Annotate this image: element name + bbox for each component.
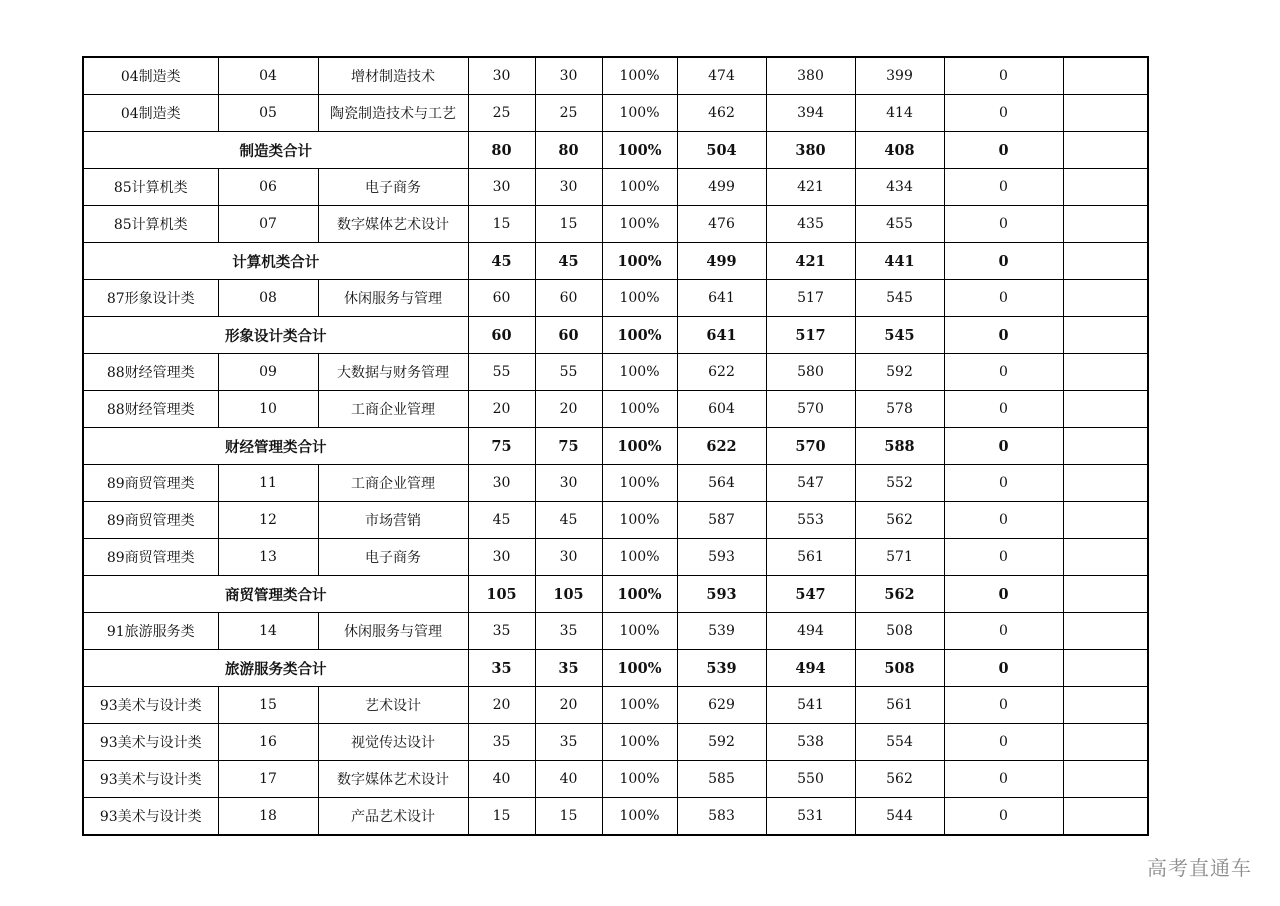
code-cell: 13 <box>218 539 318 576</box>
fill-rate-cell: 100% <box>602 57 677 95</box>
major-cell: 市场营销 <box>318 502 468 539</box>
plan-count-cell: 105 <box>468 576 535 613</box>
note-cell <box>1063 687 1148 724</box>
fill-rate-cell: 100% <box>602 206 677 243</box>
fill-rate-cell: 100% <box>602 354 677 391</box>
category-cell: 04制造类 <box>83 57 218 95</box>
subtotal-row <box>83 428 1148 465</box>
code-cell: 08 <box>218 280 318 317</box>
avg-score-cell: 508 <box>855 613 944 650</box>
plan-count-cell: 30 <box>468 465 535 502</box>
subtotal-row <box>83 650 1148 687</box>
fill-rate-cell: 100% <box>602 317 677 354</box>
category-cell: 89商贸管理类 <box>83 465 218 502</box>
major-cell: 产品艺术设计 <box>318 798 468 836</box>
avg-score-cell: 545 <box>855 280 944 317</box>
admitted-count-cell: 40 <box>535 761 602 798</box>
code-cell: 14 <box>218 613 318 650</box>
max-score-cell: 587 <box>677 502 766 539</box>
avg-score-cell: 562 <box>855 761 944 798</box>
fill-rate-cell: 100% <box>602 95 677 132</box>
fill-rate-cell: 100% <box>602 798 677 836</box>
category-cell: 85计算机类 <box>83 169 218 206</box>
min-score-cell: 561 <box>766 539 855 576</box>
category-cell: 93美术与设计类 <box>83 798 218 836</box>
fill-rate-cell: 100% <box>602 687 677 724</box>
min-score-cell: 421 <box>766 243 855 280</box>
min-score-cell: 580 <box>766 354 855 391</box>
fill-rate-cell: 100% <box>602 650 677 687</box>
admitted-count-cell: 35 <box>535 650 602 687</box>
subtotal-row <box>83 132 1148 169</box>
avg-score-cell: 554 <box>855 724 944 761</box>
min-score-cell: 421 <box>766 169 855 206</box>
table-row <box>83 502 1148 539</box>
max-score-cell: 593 <box>677 539 766 576</box>
fill-rate-cell: 100% <box>602 243 677 280</box>
note-cell <box>1063 724 1148 761</box>
shortfall-cell: 0 <box>944 391 1063 428</box>
max-score-cell: 474 <box>677 57 766 95</box>
admitted-count-cell: 20 <box>535 391 602 428</box>
note-cell <box>1063 465 1148 502</box>
avg-score-cell: 434 <box>855 169 944 206</box>
shortfall-cell: 0 <box>944 317 1063 354</box>
category-cell: 88财经管理类 <box>83 354 218 391</box>
min-score-cell: 394 <box>766 95 855 132</box>
min-score-cell: 550 <box>766 761 855 798</box>
plan-count-cell: 45 <box>468 502 535 539</box>
shortfall-cell: 0 <box>944 761 1063 798</box>
major-cell: 视觉传达设计 <box>318 724 468 761</box>
shortfall-cell: 0 <box>944 428 1063 465</box>
note-cell <box>1063 243 1148 280</box>
shortfall-cell: 0 <box>944 132 1063 169</box>
note-cell <box>1063 761 1148 798</box>
code-cell: 09 <box>218 354 318 391</box>
max-score-cell: 622 <box>677 354 766 391</box>
category-cell: 04制造类 <box>83 95 218 132</box>
fill-rate-cell: 100% <box>602 502 677 539</box>
note-cell <box>1063 57 1148 95</box>
shortfall-cell: 0 <box>944 650 1063 687</box>
admitted-count-cell: 35 <box>535 724 602 761</box>
min-score-cell: 553 <box>766 502 855 539</box>
note-cell <box>1063 613 1148 650</box>
avg-score-cell: 399 <box>855 57 944 95</box>
note-cell <box>1063 280 1148 317</box>
note-cell <box>1063 206 1148 243</box>
min-score-cell: 538 <box>766 724 855 761</box>
admitted-count-cell: 80 <box>535 132 602 169</box>
major-cell: 工商企业管理 <box>318 465 468 502</box>
table-row <box>83 354 1148 391</box>
admitted-count-cell: 20 <box>535 687 602 724</box>
max-score-cell: 629 <box>677 687 766 724</box>
admitted-count-cell: 35 <box>535 613 602 650</box>
fill-rate-cell: 100% <box>602 280 677 317</box>
code-cell: 10 <box>218 391 318 428</box>
shortfall-cell: 0 <box>944 465 1063 502</box>
avg-score-cell: 408 <box>855 132 944 169</box>
major-cell: 艺术设计 <box>318 687 468 724</box>
major-cell: 增材制造技术 <box>318 57 468 95</box>
code-cell: 05 <box>218 95 318 132</box>
admitted-count-cell: 15 <box>535 206 602 243</box>
max-score-cell: 539 <box>677 650 766 687</box>
avg-score-cell: 508 <box>855 650 944 687</box>
table-body <box>83 57 1148 835</box>
max-score-cell: 604 <box>677 391 766 428</box>
max-score-cell: 539 <box>677 613 766 650</box>
plan-count-cell: 35 <box>468 613 535 650</box>
note-cell <box>1063 132 1148 169</box>
major-cell: 电子商务 <box>318 169 468 206</box>
admitted-count-cell: 25 <box>535 95 602 132</box>
fill-rate-cell: 100% <box>602 465 677 502</box>
max-score-cell: 499 <box>677 169 766 206</box>
note-cell <box>1063 539 1148 576</box>
admitted-count-cell: 60 <box>535 317 602 354</box>
subtotal-label: 财经管理类合计 <box>83 428 468 465</box>
min-score-cell: 531 <box>766 798 855 836</box>
table-row <box>83 761 1148 798</box>
note-cell <box>1063 169 1148 206</box>
subtotal-label: 形象设计类合计 <box>83 317 468 354</box>
table-row <box>83 95 1148 132</box>
shortfall-cell: 0 <box>944 724 1063 761</box>
plan-count-cell: 15 <box>468 206 535 243</box>
category-cell: 89商贸管理类 <box>83 502 218 539</box>
max-score-cell: 641 <box>677 280 766 317</box>
note-cell <box>1063 391 1148 428</box>
admitted-count-cell: 60 <box>535 280 602 317</box>
shortfall-cell: 0 <box>944 243 1063 280</box>
fill-rate-cell: 100% <box>602 761 677 798</box>
admitted-count-cell: 30 <box>535 57 602 95</box>
table-row <box>83 206 1148 243</box>
subtotal-row <box>83 243 1148 280</box>
code-cell: 07 <box>218 206 318 243</box>
shortfall-cell: 0 <box>944 502 1063 539</box>
note-cell <box>1063 502 1148 539</box>
max-score-cell: 476 <box>677 206 766 243</box>
table-row <box>83 798 1148 836</box>
max-score-cell: 583 <box>677 798 766 836</box>
note-cell <box>1063 95 1148 132</box>
shortfall-cell: 0 <box>944 687 1063 724</box>
note-cell <box>1063 650 1148 687</box>
code-cell: 06 <box>218 169 318 206</box>
fill-rate-cell: 100% <box>602 132 677 169</box>
avg-score-cell: 552 <box>855 465 944 502</box>
code-cell: 04 <box>218 57 318 95</box>
plan-count-cell: 60 <box>468 280 535 317</box>
fill-rate-cell: 100% <box>602 539 677 576</box>
min-score-cell: 435 <box>766 206 855 243</box>
table-row <box>83 169 1148 206</box>
note-cell <box>1063 428 1148 465</box>
plan-count-cell: 35 <box>468 650 535 687</box>
plan-count-cell: 20 <box>468 687 535 724</box>
max-score-cell: 585 <box>677 761 766 798</box>
min-score-cell: 494 <box>766 650 855 687</box>
max-score-cell: 462 <box>677 95 766 132</box>
plan-count-cell: 80 <box>468 132 535 169</box>
admitted-count-cell: 30 <box>535 539 602 576</box>
table-row <box>83 280 1148 317</box>
plan-count-cell: 25 <box>468 95 535 132</box>
subtotal-label: 旅游服务类合计 <box>83 650 468 687</box>
table-row <box>83 724 1148 761</box>
category-cell: 93美术与设计类 <box>83 761 218 798</box>
category-cell: 93美术与设计类 <box>83 724 218 761</box>
avg-score-cell: 571 <box>855 539 944 576</box>
table-row <box>83 613 1148 650</box>
shortfall-cell: 0 <box>944 280 1063 317</box>
plan-count-cell: 30 <box>468 539 535 576</box>
major-cell: 电子商务 <box>318 539 468 576</box>
shortfall-cell: 0 <box>944 576 1063 613</box>
code-cell: 17 <box>218 761 318 798</box>
major-cell: 数字媒体艺术设计 <box>318 206 468 243</box>
avg-score-cell: 592 <box>855 354 944 391</box>
plan-count-cell: 60 <box>468 317 535 354</box>
admitted-count-cell: 30 <box>535 169 602 206</box>
max-score-cell: 592 <box>677 724 766 761</box>
table-row <box>83 465 1148 502</box>
min-score-cell: 380 <box>766 132 855 169</box>
category-cell: 87形象设计类 <box>83 280 218 317</box>
fill-rate-cell: 100% <box>602 576 677 613</box>
table-row <box>83 687 1148 724</box>
min-score-cell: 570 <box>766 428 855 465</box>
plan-count-cell: 30 <box>468 169 535 206</box>
avg-score-cell: 588 <box>855 428 944 465</box>
min-score-cell: 517 <box>766 317 855 354</box>
code-cell: 18 <box>218 798 318 836</box>
admitted-count-cell: 30 <box>535 465 602 502</box>
shortfall-cell: 0 <box>944 613 1063 650</box>
subtotal-label: 计算机类合计 <box>83 243 468 280</box>
admitted-count-cell: 45 <box>535 502 602 539</box>
category-cell: 85计算机类 <box>83 206 218 243</box>
major-cell: 休闲服务与管理 <box>318 613 468 650</box>
min-score-cell: 547 <box>766 465 855 502</box>
avg-score-cell: 545 <box>855 317 944 354</box>
category-cell: 88财经管理类 <box>83 391 218 428</box>
shortfall-cell: 0 <box>944 798 1063 836</box>
max-score-cell: 593 <box>677 576 766 613</box>
shortfall-cell: 0 <box>944 169 1063 206</box>
fill-rate-cell: 100% <box>602 169 677 206</box>
max-score-cell: 641 <box>677 317 766 354</box>
category-cell: 89商贸管理类 <box>83 539 218 576</box>
major-cell: 工商企业管理 <box>318 391 468 428</box>
major-cell: 陶瓷制造技术与工艺 <box>318 95 468 132</box>
plan-count-cell: 40 <box>468 761 535 798</box>
avg-score-cell: 414 <box>855 95 944 132</box>
code-cell: 12 <box>218 502 318 539</box>
avg-score-cell: 441 <box>855 243 944 280</box>
shortfall-cell: 0 <box>944 539 1063 576</box>
note-cell <box>1063 576 1148 613</box>
code-cell: 15 <box>218 687 318 724</box>
fill-rate-cell: 100% <box>602 428 677 465</box>
admitted-count-cell: 55 <box>535 354 602 391</box>
subtotal-row <box>83 317 1148 354</box>
avg-score-cell: 578 <box>855 391 944 428</box>
max-score-cell: 564 <box>677 465 766 502</box>
shortfall-cell: 0 <box>944 206 1063 243</box>
code-cell: 16 <box>218 724 318 761</box>
min-score-cell: 517 <box>766 280 855 317</box>
subtotal-label: 商贸管理类合计 <box>83 576 468 613</box>
admitted-count-cell: 75 <box>535 428 602 465</box>
shortfall-cell: 0 <box>944 57 1063 95</box>
admitted-count-cell: 15 <box>535 798 602 836</box>
note-cell <box>1063 317 1148 354</box>
fill-rate-cell: 100% <box>602 391 677 428</box>
table-row <box>83 391 1148 428</box>
plan-count-cell: 55 <box>468 354 535 391</box>
min-score-cell: 547 <box>766 576 855 613</box>
plan-count-cell: 15 <box>468 798 535 836</box>
plan-count-cell: 45 <box>468 243 535 280</box>
category-cell: 91旅游服务类 <box>83 613 218 650</box>
min-score-cell: 570 <box>766 391 855 428</box>
code-cell: 11 <box>218 465 318 502</box>
subtotal-row <box>83 576 1148 613</box>
note-cell <box>1063 798 1148 836</box>
major-cell: 数字媒体艺术设计 <box>318 761 468 798</box>
plan-count-cell: 35 <box>468 724 535 761</box>
subtotal-label: 制造类合计 <box>83 132 468 169</box>
min-score-cell: 494 <box>766 613 855 650</box>
max-score-cell: 504 <box>677 132 766 169</box>
min-score-cell: 380 <box>766 57 855 95</box>
plan-count-cell: 20 <box>468 391 535 428</box>
avg-score-cell: 562 <box>855 576 944 613</box>
table-row <box>83 539 1148 576</box>
max-score-cell: 499 <box>677 243 766 280</box>
table-row <box>83 57 1148 95</box>
min-score-cell: 541 <box>766 687 855 724</box>
shortfall-cell: 0 <box>944 95 1063 132</box>
admitted-count-cell: 45 <box>535 243 602 280</box>
major-cell: 大数据与财务管理 <box>318 354 468 391</box>
fill-rate-cell: 100% <box>602 724 677 761</box>
note-cell <box>1063 354 1148 391</box>
major-cell: 休闲服务与管理 <box>318 280 468 317</box>
avg-score-cell: 561 <box>855 687 944 724</box>
fill-rate-cell: 100% <box>602 613 677 650</box>
avg-score-cell: 562 <box>855 502 944 539</box>
admission-table <box>82 56 1149 836</box>
max-score-cell: 622 <box>677 428 766 465</box>
watermark-text: 高考直通车 <box>1147 856 1252 880</box>
admitted-count-cell: 105 <box>535 576 602 613</box>
avg-score-cell: 544 <box>855 798 944 836</box>
category-cell: 93美术与设计类 <box>83 687 218 724</box>
plan-count-cell: 75 <box>468 428 535 465</box>
shortfall-cell: 0 <box>944 354 1063 391</box>
plan-count-cell: 30 <box>468 57 535 95</box>
avg-score-cell: 455 <box>855 206 944 243</box>
